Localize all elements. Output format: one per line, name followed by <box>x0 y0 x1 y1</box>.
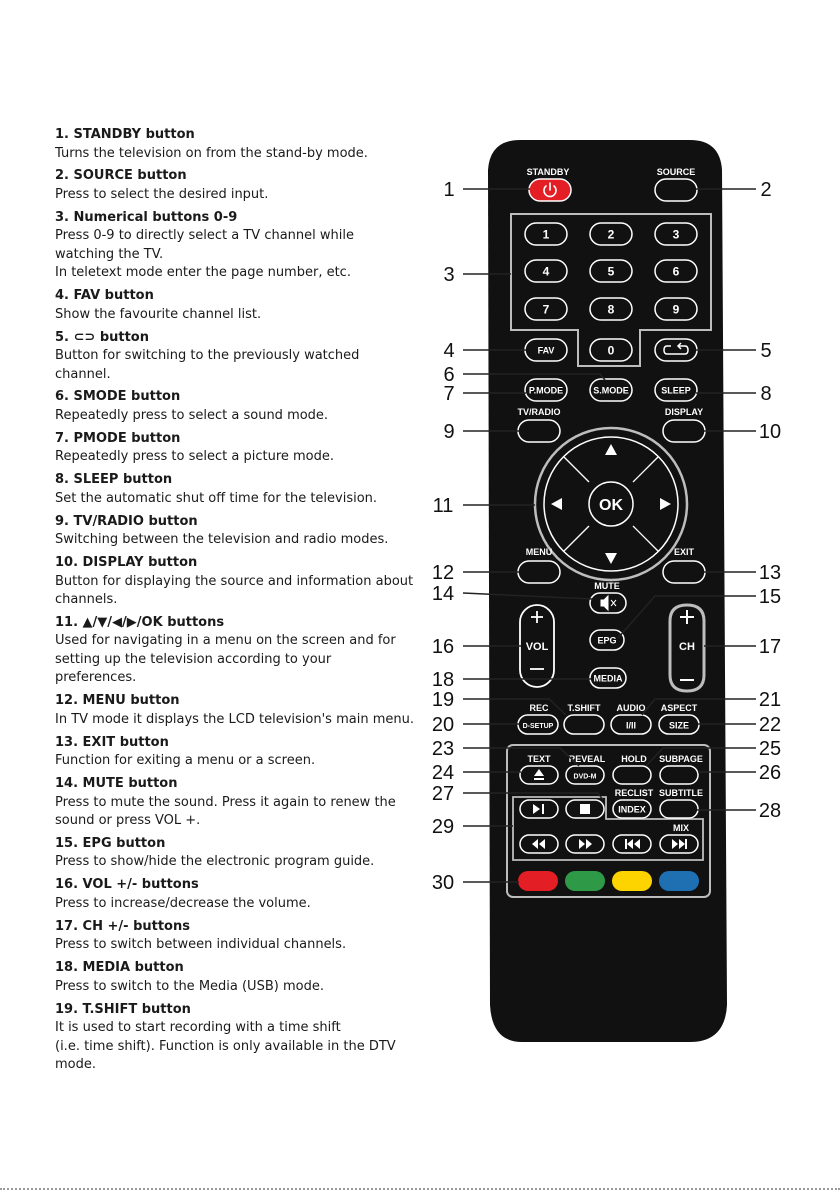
tvradio-label: TV/RADIO <box>517 407 561 417</box>
dvdm-label: DVD-M <box>573 773 597 781</box>
hold-label: HOLD <box>621 754 647 764</box>
callout-24: 24 <box>431 762 455 784</box>
description-title: 19. T.SHIFT button <box>55 1001 191 1017</box>
fav-label: FAV <box>537 345 555 356</box>
description-title: 10. DISPLAY button <box>55 555 198 571</box>
description-text: Press to switch between individual channels. <box>55 937 347 953</box>
description-title: 6. SMODE button <box>55 389 181 405</box>
subtitle-label: SUBTITLE <box>659 788 703 798</box>
callout-5: 5 <box>760 340 772 362</box>
number-7-label: 7 <box>542 302 550 317</box>
description-text: Function for exiting a menu or a screen. <box>55 753 316 769</box>
green-button[interactable] <box>565 871 605 891</box>
description-title: 15. EPG button <box>55 835 166 851</box>
description-title: 3. Numerical buttons 0-9 <box>55 209 238 225</box>
callout-22: 22 <box>758 714 782 736</box>
mix-label: MIX <box>672 823 690 833</box>
description-title: 16. VOL +/- buttons <box>55 877 199 893</box>
description-text: Turns the television on from the stand-by mode. <box>55 145 368 161</box>
stop-icon <box>580 804 590 814</box>
description-title: 14. MUTE button <box>55 776 178 792</box>
callout-26: 26 <box>758 762 782 784</box>
description-text: Switching between the television and radio modes. <box>55 532 389 548</box>
channel-label: CH <box>679 641 695 653</box>
media-label: MEDIA <box>593 673 623 684</box>
pmode-label: P.MODE <box>528 385 564 396</box>
callout-19: 19 <box>431 689 455 711</box>
callout-30: 30 <box>431 872 455 894</box>
callout-27: 27 <box>431 783 455 805</box>
number-2-label: 2 <box>607 227 615 242</box>
rec-label: REC <box>529 703 549 713</box>
description-text: Button for displaying the source and information about channels. <box>55 573 414 608</box>
description-title: 17. CH +/- buttons <box>55 918 190 934</box>
description-text: Repeatedly press to select a picture mode. <box>55 449 335 465</box>
number-5-label: 5 <box>607 264 615 279</box>
ok-label: OK <box>599 497 623 514</box>
volume-label: VOL <box>525 641 549 653</box>
description-text: Press to show/hide the electronic program guide. <box>55 854 375 870</box>
description-text: Repeatedly press to select a sound mode. <box>55 407 329 423</box>
callout-18: 18 <box>431 669 455 691</box>
standby-label: STANDBY <box>526 167 570 177</box>
sleep-label: SLEEP <box>661 385 691 396</box>
description-title: 8. SLEEP button <box>55 472 173 488</box>
blue-button[interactable] <box>659 871 699 891</box>
callout-16: 16 <box>431 636 455 658</box>
callout-2: 2 <box>760 179 772 201</box>
description-title: 7. PMODE button <box>55 430 181 446</box>
number-0-label: 0 <box>607 343 615 358</box>
audio-label: AUDIO <box>616 703 646 713</box>
description-title: 12. MENU button <box>55 693 180 709</box>
callout-11: 11 <box>432 495 454 517</box>
callout-8: 8 <box>760 383 772 405</box>
description-title: 4. FAV button <box>55 288 154 304</box>
smode-label: S.MODE <box>593 385 629 396</box>
reclist-label: RECLIST <box>614 788 654 798</box>
index-label: INDEX <box>618 804 646 815</box>
callout-7: 7 <box>443 383 455 405</box>
description-title: 5. ⊂⊃ button <box>55 329 149 345</box>
description-text: Press 0-9 to directly select a TV channel while watching the TV. In teletext mode enter the page number, etc. <box>55 228 354 281</box>
callout-17: 17 <box>758 636 782 658</box>
callout-15: 15 <box>758 586 782 608</box>
callout-3: 3 <box>443 264 455 286</box>
callout-10: 10 <box>758 421 782 443</box>
callout-20: 20 <box>431 714 455 736</box>
callout-29: 29 <box>431 816 455 838</box>
callout-21: 21 <box>758 689 782 711</box>
description-text: Button for switching to the previously watched channel. <box>55 348 360 382</box>
description-text: Set the automatic shut off time for the television. <box>55 490 378 506</box>
dsetup-label: D-SETUP <box>522 723 554 730</box>
description-title: 1. STANDBY button <box>55 127 195 142</box>
description-text: Press to increase/decrease the volume. <box>55 895 311 911</box>
description-text: Press to mute the sound. Press it again to renew the sound or press VOL +. <box>55 794 396 829</box>
callout-25: 25 <box>758 738 782 760</box>
audio-button-label: I/II <box>625 720 637 731</box>
description-title: 2. SOURCE button <box>55 168 187 184</box>
epg-label: EPG <box>597 635 617 646</box>
reveal-label: REVEAL <box>568 754 606 764</box>
display-label: DISPLAY <box>664 407 704 417</box>
callout-4: 4 <box>443 340 455 362</box>
callout-14: 14 <box>431 583 455 605</box>
aspect-label: ASPECT <box>660 703 698 713</box>
description-text: Press to select the desired input. <box>55 186 269 202</box>
red-button[interactable] <box>518 871 558 891</box>
callout-23: 23 <box>431 738 455 760</box>
text-label: TEXT <box>527 754 551 764</box>
description-title: 18. MEDIA button <box>55 960 184 976</box>
number-9-label: 9 <box>672 302 680 317</box>
description-text: Press to switch to the Media (USB) mode. <box>55 978 324 994</box>
size-label: SIZE <box>668 720 690 731</box>
callout-12: 12 <box>431 562 455 584</box>
description-title: 9. TV/RADIO button <box>55 513 198 529</box>
number-4-label: 4 <box>542 264 550 279</box>
callout-1: 1 <box>443 179 455 201</box>
description-title: 13. EXIT button <box>55 734 169 750</box>
navigation-pad <box>535 428 687 580</box>
callout-9: 9 <box>443 421 455 443</box>
subpage-label: SUBPAGE <box>659 754 703 764</box>
callout-13: 13 <box>758 562 782 584</box>
description-text: Show the favourite channel list. <box>55 306 262 322</box>
mute-label: MUTE <box>594 581 620 591</box>
source-label: SOURCE <box>656 167 696 177</box>
description-text: In TV mode it displays the LCD television's main menu. <box>55 711 414 727</box>
menu-label: MENU <box>525 547 553 557</box>
callout-6: 6 <box>443 364 455 386</box>
number-1-label: 1 <box>542 227 550 242</box>
callout-28: 28 <box>758 800 782 822</box>
tshift-label: T.SHIFT <box>567 703 601 713</box>
number-6-label: 6 <box>672 264 680 279</box>
description-title: 11. ▲/▼/◀/▶/OK buttons <box>55 614 225 630</box>
number-8-label: 8 <box>607 302 615 317</box>
exit-label: EXIT <box>673 547 695 557</box>
description-text: It is used to start recording with a time shift (i.e. time shift). Function is only available in the DTV mode. <box>55 1020 396 1073</box>
number-3-label: 3 <box>672 227 680 242</box>
description-text: Used for navigating in a menu on the screen and for setting up the television according to your preferences. <box>55 633 396 686</box>
yellow-button[interactable] <box>612 871 652 891</box>
